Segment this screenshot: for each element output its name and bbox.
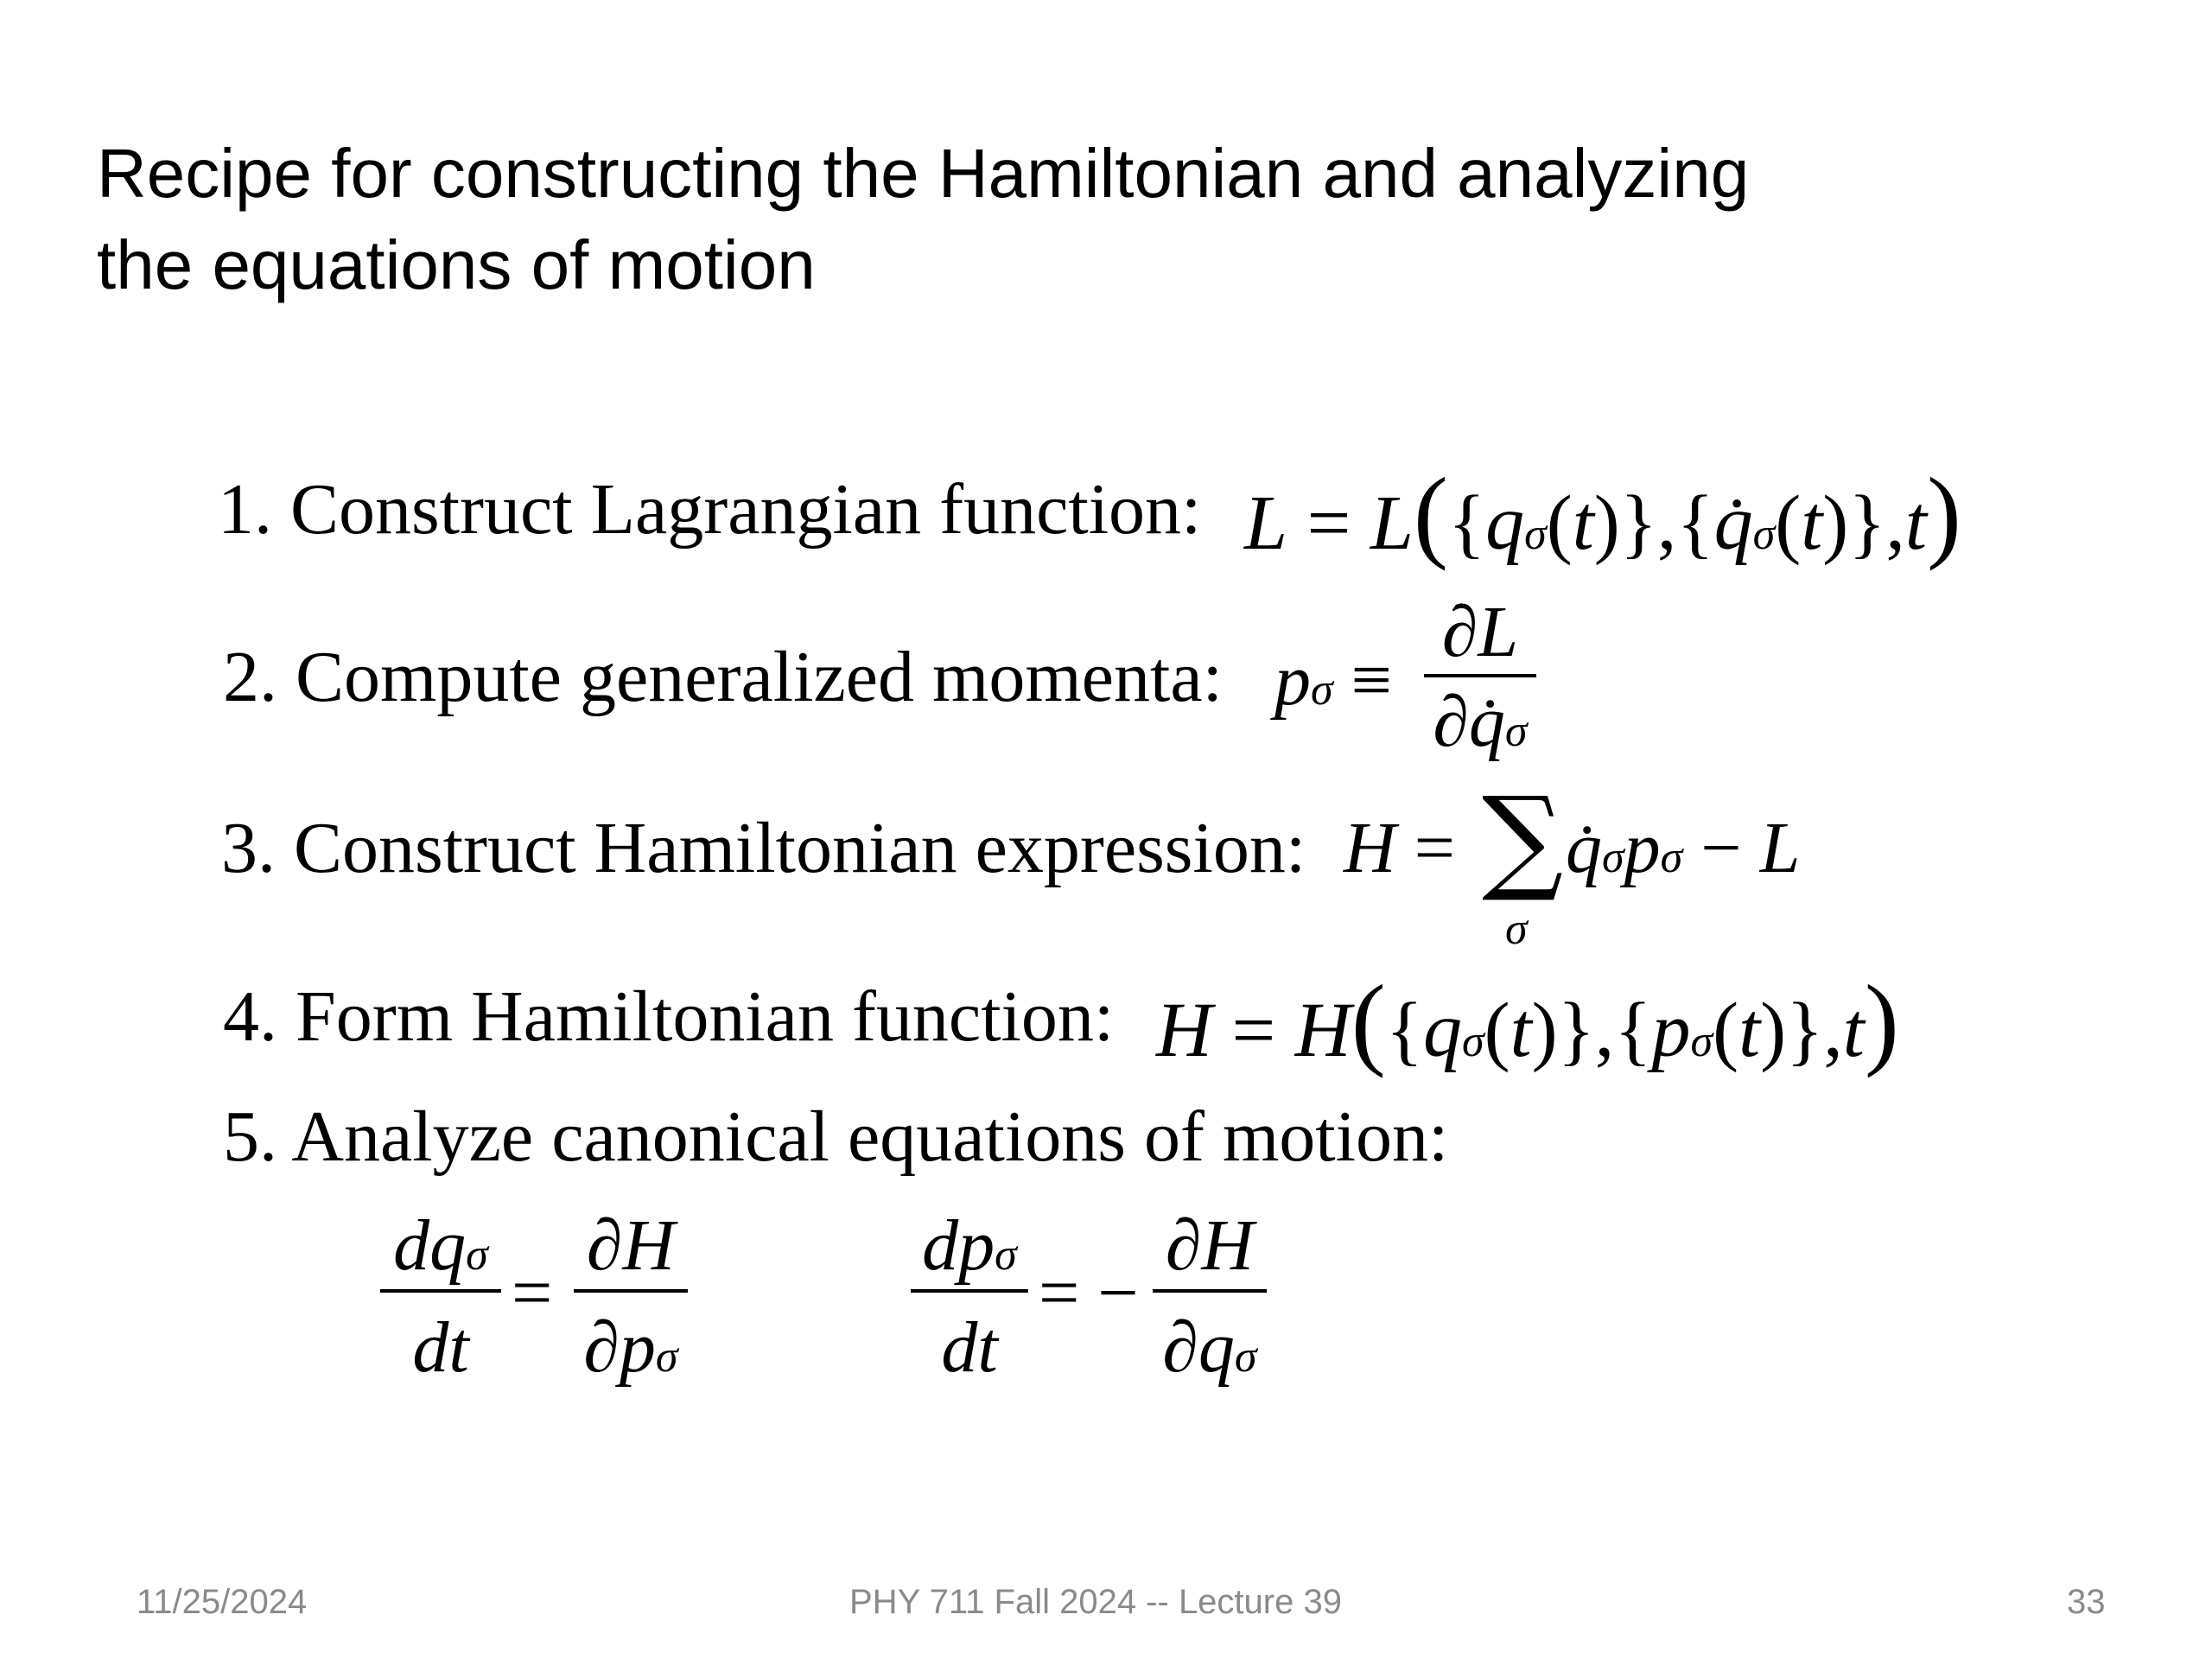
equals-minus-sign: = − <box>1039 1253 1139 1333</box>
footer-date: 11/25/2024 <box>137 1583 308 1621</box>
slide-title-line-2: the equations of motion <box>97 226 816 303</box>
dq-dt-fraction: dqσ dt <box>380 1210 501 1382</box>
dH-dp-fraction: ∂H ∂pσ <box>574 1210 688 1382</box>
step-2-fraction: ∂L ∂q̇σ <box>1424 596 1536 769</box>
step-4-equation: H = H({qσ(t)},{pσ(t)},t) <box>1156 963 1899 1078</box>
sum-icon: ∑ <box>1482 772 1564 906</box>
step-2-label: 2. Compute generalized momenta: <box>223 637 1223 717</box>
step-3-rhs: q̇σpσ − L <box>1566 808 1801 888</box>
step-1-label: 1. Construct Lagrangian function: <box>218 469 1202 550</box>
dp-dt-fraction: dpσ dt <box>911 1210 1028 1382</box>
step-3-equation: H = <box>1344 808 1456 888</box>
slide-title <box>97 128 2084 311</box>
equals-sign-1: = <box>512 1253 553 1333</box>
footer-course: PHY 711 Fall 2024 -- Lecture 39 <box>849 1583 1342 1621</box>
slide-title-line-1: Recipe for constructing the Hamiltonian and analyzing <box>97 135 1750 212</box>
footer-page-number: 33 <box>2067 1583 2106 1621</box>
sum-index: σ <box>1505 905 1528 954</box>
step-1-equation: L = L({qσ(t)},{q̇σ(t)},t) <box>1244 456 1961 571</box>
step-2-lhs: pσ ≡ <box>1274 640 1393 721</box>
step-4-label: 4. Form Hamiltonian function: <box>223 976 1115 1057</box>
step-3-label: 3. Construct Hamiltonian expression: <box>221 808 1306 888</box>
dH-dq-fraction: ∂H ∂qσ <box>1153 1210 1267 1382</box>
step-5-label: 5. Analyze canonical equations of motion: <box>223 1096 1449 1177</box>
